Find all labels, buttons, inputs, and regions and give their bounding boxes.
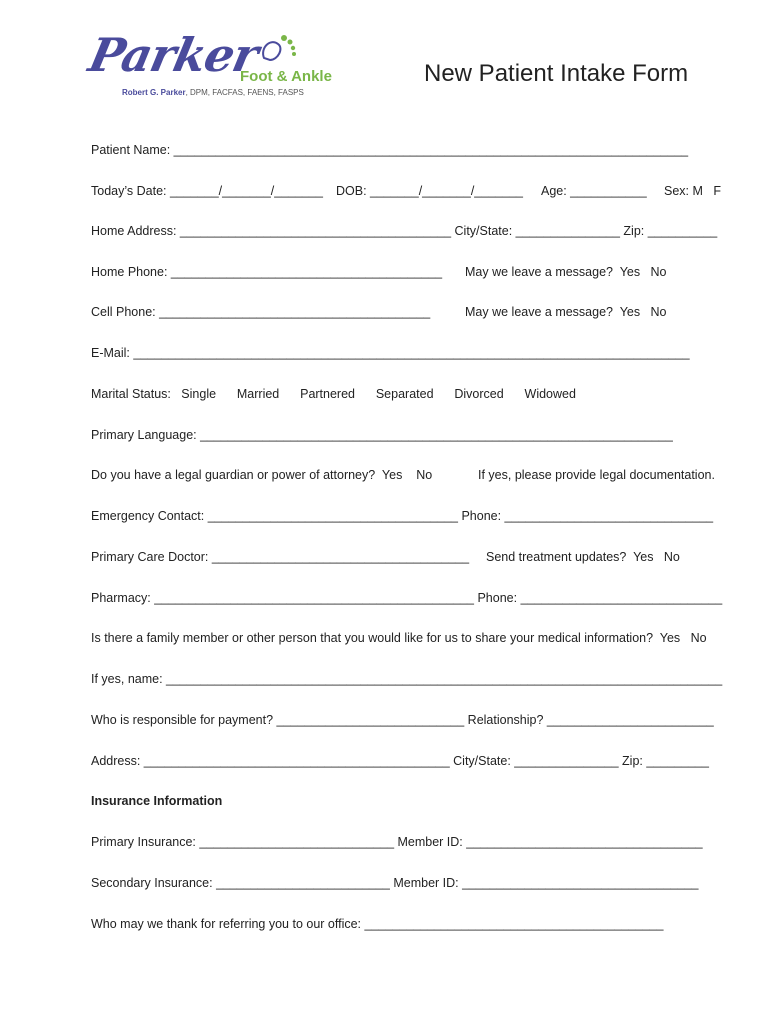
legal-guardian-question[interactable]: Do you have a legal guardian or power of attorney? Yes No bbox=[91, 468, 433, 482]
logo-script-text: Parker bbox=[84, 28, 263, 82]
footprint-icon bbox=[258, 30, 298, 70]
share-medical-info-question[interactable]: Is there a family member or other person that you would like for us to share your medical information? Yes No bbox=[91, 631, 707, 645]
marital-status-options[interactable]: Marital Status: Single Married Partnered Separated Divorced Widowed bbox=[91, 387, 576, 401]
emergency-contact-field[interactable]: Emergency Contact: ____________________________________ Phone: ______________________________ bbox=[91, 509, 714, 523]
send-treatment-updates-question[interactable]: Send treatment updates? Yes No bbox=[486, 550, 680, 564]
payment-responsible-field[interactable]: Who is responsible for payment? ___________________________ Relationship? ________________________ bbox=[91, 713, 714, 727]
payer-address-field[interactable]: Address: ____________________________________________ City/State: _______________ Zip: _________ bbox=[91, 754, 709, 768]
pharmacy-field[interactable]: Pharmacy: ______________________________________________ Phone: _____________________________ bbox=[91, 591, 723, 605]
sex-field[interactable]: Sex: M F bbox=[664, 184, 721, 198]
doctor-credentials: , DPM, FACFAS, FAENS, FASPS bbox=[185, 88, 304, 97]
cell-phone-message-question[interactable]: May we leave a message? Yes No bbox=[465, 305, 667, 319]
logo-subtitle bbox=[122, 88, 304, 97]
home-address-field[interactable]: Home Address: _______________________________________ City/State: _______________ Zip: __________ bbox=[91, 224, 718, 238]
primary-language-field[interactable]: Primary Language: ____________________________________________________________________ bbox=[91, 428, 673, 442]
referral-field[interactable]: Who may we thank for referring you to our office: ___________________________________________ bbox=[91, 917, 664, 931]
email-field[interactable]: E-Mail: ________________________________________________________________________________ bbox=[91, 346, 690, 360]
insurance-section-heading: Insurance Information bbox=[91, 794, 223, 808]
practice-logo bbox=[84, 28, 338, 103]
age-field[interactable]: Age: ___________ bbox=[541, 184, 647, 198]
if-yes-name-field[interactable]: If yes, name: ________________________________________________________________________________ bbox=[91, 672, 723, 686]
secondary-insurance-field[interactable]: Secondary Insurance: _________________________ Member ID: __________________________________ bbox=[91, 876, 699, 890]
cell-phone-field[interactable]: Cell Phone: _______________________________________ bbox=[91, 305, 431, 319]
dob-field[interactable]: DOB: _______/_______/_______ bbox=[336, 184, 523, 198]
primary-insurance-field[interactable]: Primary Insurance: ____________________________ Member ID: __________________________________ bbox=[91, 835, 703, 849]
todays-date-field[interactable]: Today’s Date: _______/_______/_______ bbox=[91, 184, 323, 198]
logo-brand-text: Foot & Ankle bbox=[240, 68, 332, 85]
legal-documentation-note: If yes, please provide legal documentation. bbox=[478, 468, 715, 482]
home-phone-field[interactable]: Home Phone: _______________________________________ bbox=[91, 265, 443, 279]
home-phone-message-question[interactable]: May we leave a message? Yes No bbox=[465, 265, 667, 279]
primary-care-doctor-field[interactable]: Primary Care Doctor: _____________________________________ bbox=[91, 550, 470, 564]
form-title: New Patient Intake Form bbox=[424, 60, 689, 87]
patient-name-field[interactable]: Patient Name: __________________________________________________________________________ bbox=[91, 143, 689, 157]
doctor-name: Robert G. Parker bbox=[122, 88, 186, 97]
